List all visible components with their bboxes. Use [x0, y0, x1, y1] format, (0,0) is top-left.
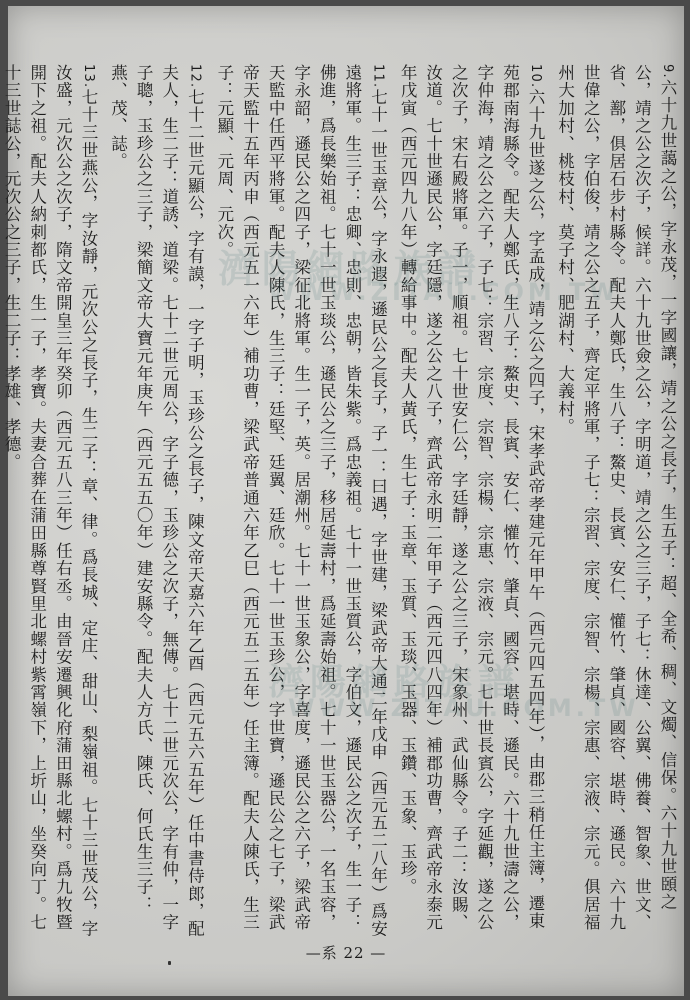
entry-13 [0, 64, 101, 944]
entry-number: 12. [187, 64, 203, 89]
entry-number: 10. [528, 64, 544, 89]
page-number: —系 22 — [305, 944, 387, 962]
entry-text: 六十九世藹之公，字永茂，一字國讓，靖之公之長子，生五子：超、全希、稠、文燭、信保。六十九世頣之公，靖之公之次子，候詳。六十九世僉之公，字明道，靖之公之三子，子七：休達、公翼、佛養、智象、世文、省、鄯，俱居石步村縣令。配夫人鄭氏，生八子：鰲史、長賓、安仁、懽竹、肇貞、國容、堪時、遜民。六十九世偉之公，字伯俊，靖之公之五子，齊定平將軍，子七：宗習、宗度、宗智、宗楊、宗惠、宗液、宗元。俱居福州大加村、桃枝村、莫子村、肥湖村、大義村。 [555, 64, 677, 932]
entry-10 [394, 64, 548, 944]
watermark: 濟陽網路族譜 [268, 662, 521, 703]
entry-text: 七十二世元顯公，字有謨，一字子明，玉珍公之長子，陳文帝天嘉六年乙酉（西元五六五年）任中書侍郎，配夫人，生二子：道誘、道梁。七十二世元周公，字子德，玉珍公之次子，無傳。七十二世元次公，字有仲，一字子聰，玉珍公之三子，梁簡文帝大寶元年庚午（西元五五〇年）建安縣令。配夫人方氏、陳氏、何氏生三子：燕、茂、誌。 [108, 64, 205, 938]
document-page [2, 6, 684, 996]
watermark: 濟陽網路族譜 [218, 247, 483, 291]
entry-12 [105, 64, 207, 944]
entry-number: 9. [660, 64, 675, 79]
entry-number: 11. [370, 64, 386, 89]
entry-text: 七十一世玉章公，字永遐，遜民公之長子，子一：曰遇，字世建，梁武帝大通二年戊申（西元五二八年）爲安遠將軍。生三子：忠卿、忠則、忠朝，皆朱紫。爲忠義祖。七十一世玉質公，字伯文，遜民公之次子，生一子：佛進，爲長樂始祖。七十一世玉琰公，遜民公之三子，移居延壽村，爲延壽始祖。七十一世玉器公，一名玉容，字永韶，遜民公之四子，梁征北將軍。生一子，英。居潮州。七十一世玉象公，字喜度，遜民公之六子，梁武帝天監中任西平將軍。配夫人陳氏，生三子：廷堅、廷翼、廷欣。七十一世玉珍公，字世寶，遜民公之七子，梁武帝天監十五年丙申（西元五一六年）補功曹，梁武帝普通六年乙巳（西元五二五年）任主簿。配夫人陳氏，生三子：元顯、元周、元次。 [214, 64, 388, 938]
watermark-url: WWW.ZITAU.COM.TW [288, 694, 640, 722]
entry-9 [552, 64, 680, 944]
entry-11 [211, 64, 390, 944]
entry-text: 七十三世燕公，字汝靜，元次公之長子，生二子：章、律。爲長城、定庄、甜山、梨嶺祖。七十三世茂公，字汝盛，元次公之次子，隋文帝開皇三年癸卯（西元五八三年）任右丞。由晉安遷興化府蒲田縣北螺村。爲九牧暨開下之祖。配夫人納刺都氏，生一子，孝寶。夫妻合葬在蒲田縣尊賢里北螺村紫霄嶺下，上圻山，坐癸向丁。七十三世誌公，元次公之三子，生二子：孝雄、孝德。 [2, 64, 98, 938]
entry-number: 13. [80, 64, 96, 89]
entry-text: 六十九世遂之公，字孟成，靖之公之四子，宋孝武帝孝建元年甲午（西元四五四年），由郡三稍任主簿，遷東苑郡南海縣令。配夫人鄭氏，生八子：鰲史、長賓、安仁、懽竹、肇貞、國容、堪時、遜民。六十九世濤之公，字仲海，靖之公之六子，子七：宗習、宗度、宗智、宗楊、宗惠、宗液、宗元。七十世長賓公，字延觀，遂之公之次子，宋右殿將軍。子一，順祖。七十世安仁公，字廷靜，遂之公之三子，宋象州、武仙縣令。子二：汝賜、汝道。七十世遜民公，字廷隱，遂之公之八子，齊武帝永明二年甲子（西元四八四年）補郡功曹，齊武帝永泰元年戊寅（西元四九八年）轉給事中。配夫人黃氏，生七子：玉章、玉質、玉琰、玉器、玉鑽、玉象、玉珍。 [398, 64, 546, 932]
watermark-url: WWW.ZITAU.COM.TW [268, 278, 620, 306]
genealogy-text [2, 64, 680, 944]
